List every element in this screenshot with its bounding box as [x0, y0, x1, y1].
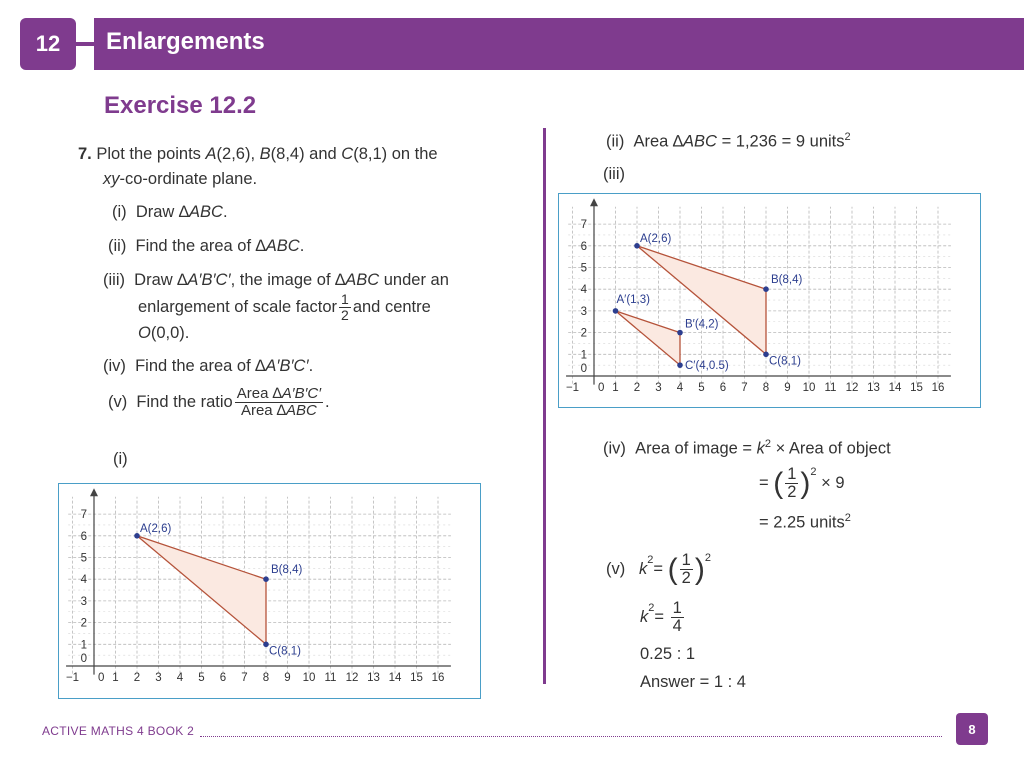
question-part-iii-line3 — [138, 324, 189, 343]
graph-i-x-tick-label: 9 — [284, 672, 291, 684]
graph-iii-x-tick-label: 16 — [931, 382, 945, 394]
a-part-iv-eq: = — [759, 474, 769, 493]
footer-dotted-line — [200, 736, 942, 737]
graph-i-x-tick-label: 12 — [345, 672, 359, 684]
graph-iii-y-tick-label: 5 — [580, 262, 587, 275]
question-part-iii-line2 — [138, 292, 431, 322]
graph-iii-x-tick-label: 0 — [598, 382, 605, 394]
answer-part-iv-line3 — [759, 512, 851, 533]
graph-iii-x-tick-label: 8 — [762, 382, 770, 394]
page-number-badge — [956, 713, 988, 745]
graph-iii — [559, 194, 980, 407]
graph-iii-x-tick-label: 9 — [784, 382, 791, 394]
graph-iii-point-1 — [763, 286, 769, 292]
q-point-a: A — [205, 145, 217, 163]
graph-iii-x-tick-label: 3 — [655, 382, 662, 394]
graph-iii-y-tick-label: 6 — [580, 240, 587, 253]
chapter-title: Enlargements — [106, 28, 265, 55]
graph-i-x-tick-label: 14 — [388, 672, 402, 684]
answer-part-iv-line1 — [603, 438, 891, 459]
graph-iii-x-tick-label: 14 — [888, 382, 902, 394]
q-part-ii-italic: ABC — [265, 237, 300, 255]
badge-connector — [76, 42, 94, 46]
a-iv-num: 1 — [787, 465, 797, 483]
graph-iii-x-tick-label: 2 — [633, 382, 641, 394]
q-point-a-coords: (2,6), — [216, 145, 260, 163]
graph-i-x-tick-label: 11 — [324, 672, 337, 684]
q-part-iv-text: Find the area of ∆ — [135, 357, 266, 375]
a-iv-result: = 2.25 units — [759, 513, 845, 532]
graph-i-x-tick-label: 3 — [155, 672, 162, 684]
graph-iii-y-tick-label: 0 — [580, 363, 587, 375]
graph-i-x-tick-label: 10 — [302, 672, 316, 684]
ratio-denominator — [239, 403, 319, 419]
graph-i-frame — [58, 483, 481, 699]
graph-iii-x-tick-label: 15 — [910, 382, 923, 394]
graph-i-x-tick-label: 15 — [410, 672, 423, 684]
q-point-b: B — [259, 145, 271, 163]
q-point-c: C — [341, 145, 354, 163]
q-part-iii-italic2: ABC — [345, 271, 380, 289]
a-part-ii-sup: 2 — [844, 131, 851, 143]
graph-i-x-tick-label: 13 — [367, 672, 380, 684]
graph-iii-x-tick-label: 5 — [698, 382, 705, 394]
q-part-ii-label: (ii) — [108, 237, 127, 255]
a-iv-result-sup: 2 — [844, 512, 851, 524]
q-part-iii-italic1: A′B′C′ — [187, 271, 231, 289]
graph-iii-point-2 — [763, 352, 769, 358]
left-paren-v: ( — [667, 552, 678, 586]
a-iv-times: × 9 — [821, 474, 845, 493]
graph-i-x-tick-label: 0 — [98, 672, 105, 684]
q-part-i-italic: ABC — [189, 203, 223, 221]
q-plane-text: -co-ordinate plane. — [119, 170, 258, 188]
graph-iii-triangle-image — [616, 311, 681, 365]
graph-iii-x-tick-label: 6 — [719, 382, 727, 394]
a-v-num1: 1 — [681, 551, 691, 569]
a-iv-den: 2 — [787, 483, 797, 502]
graph-iii-point-3 — [613, 308, 619, 314]
page-number: 8 — [968, 721, 976, 737]
graph-i-point-label-0: A(2,6) — [140, 522, 172, 535]
q-part-iii-text2: , the image of ∆ — [230, 271, 346, 289]
q-part-iii-line2-pre: enlargement of scale factor — [138, 297, 338, 316]
q-part-iii-line2-post: and centre — [352, 297, 431, 316]
a-v-fraction2 — [671, 600, 684, 636]
a-v-eq2: = — [654, 608, 665, 627]
a-part-v-label: (v) — [606, 560, 626, 579]
ratio-fraction — [235, 386, 323, 419]
a-part-iv-label: (iv) — [603, 439, 626, 458]
ratio-den-pre: Area ∆ — [240, 401, 286, 419]
question-part-iii-line1 — [103, 271, 449, 290]
graph-i-x-tick-label: 1 — [112, 672, 119, 684]
graph-iii-point-label-3: A′(1,3) — [616, 293, 650, 306]
a-v-k2: k — [640, 608, 649, 627]
footer-book-title: ACTIVE MATHS 4 BOOK 2 — [42, 724, 195, 738]
q-part-v-label: (v) — [108, 392, 128, 411]
a-v-k1-sup: 2 — [647, 554, 654, 566]
a-part-iv-post: × Area of object — [770, 439, 891, 458]
right-paren-v: ) — [694, 552, 705, 586]
q-point-b-coords: (8,4) and — [270, 145, 342, 163]
q-part-iii-label: (iii) — [103, 271, 125, 289]
chapter-number-badge — [20, 18, 76, 70]
graph-iii-point-label-0: A(2,6) — [640, 232, 672, 245]
question-intro-line1 — [78, 145, 438, 164]
a-v-k1: k — [639, 560, 648, 579]
graph-i-x-tick-label: −1 — [65, 672, 80, 684]
graph-i-point-1 — [263, 576, 269, 582]
graph-iii-point-label-4: B′(4,2) — [685, 318, 719, 331]
graph-iii-y-tick-label: 3 — [580, 305, 587, 318]
graph-iii-x-tick-label: 4 — [676, 382, 684, 394]
graph-iii-point-label-2: C(8,1) — [769, 355, 801, 368]
answer-part-iv-line2 — [759, 466, 845, 502]
graph-iii-x-tick-label: 13 — [867, 382, 880, 394]
a-part-ii-pre: Area ∆ — [633, 132, 684, 151]
graph-iii-y-tick-label: 2 — [580, 327, 587, 340]
column-divider — [543, 128, 546, 684]
a-part-ii-italic: ABC — [683, 132, 717, 151]
graph-i-point-2 — [263, 642, 269, 648]
a-v-den1: 2 — [681, 569, 691, 588]
q-part-i-label: (i) — [112, 203, 127, 221]
answer-part-v-line3: 0.25 : 1 — [640, 645, 696, 663]
answer-part-v-line1 — [606, 552, 711, 588]
graph-i-point-0 — [134, 533, 140, 539]
graph-i — [59, 484, 480, 698]
q-part-v-text: Find the ratio — [136, 392, 233, 411]
q-part-iii-text1: Draw ∆ — [134, 271, 188, 289]
answer-part-i-label: (i) — [113, 450, 128, 468]
a-iv-outer-sup: 2 — [810, 466, 817, 478]
graph-i-point-label-2: C(8,1) — [269, 645, 301, 658]
graph-iii-x-tick-label: 7 — [741, 382, 748, 394]
a-v-outer-sup: 2 — [704, 552, 711, 564]
a-part-iv-ksup: 2 — [764, 438, 771, 450]
q-point-c-coords: (8,1) on the — [353, 145, 438, 163]
q-origin-rest: (0,0). — [150, 324, 190, 342]
graph-iii-y-tick-label: 7 — [580, 219, 587, 232]
q-part-iii-text3: under an — [379, 271, 449, 289]
graph-iii-point-4 — [677, 330, 683, 336]
graph-i-y-tick-label: 4 — [80, 574, 87, 587]
answer-part-iii-label: (iii) — [603, 165, 625, 183]
graph-iii-y-tick-label: 1 — [580, 349, 587, 362]
graph-i-y-tick-label: 2 — [80, 617, 87, 630]
q-part-ii-text: Find the area of ∆ — [135, 237, 266, 255]
graph-i-y-tick-label: 6 — [80, 530, 87, 543]
graph-iii-x-tick-label: 11 — [824, 382, 837, 394]
q-part-i-text: Draw ∆ — [135, 203, 190, 221]
q-part-iv-label: (iv) — [103, 357, 126, 375]
a-part-ii-label: (ii) — [606, 132, 625, 151]
graph-i-y-tick-label: 5 — [80, 552, 87, 565]
q-part-iv-italic: A′B′C′ — [265, 357, 309, 375]
graph-iii-point-label-1: B(8,4) — [771, 274, 803, 287]
graph-i-y-tick-label: 7 — [80, 509, 87, 522]
a-part-iv-pre: Area of image = — [635, 439, 757, 458]
a-v-den2: 4 — [672, 617, 682, 636]
ratio-numerator — [235, 386, 323, 403]
ratio-den-italic: ABC — [285, 401, 317, 419]
scale-factor-fraction — [339, 292, 351, 322]
graph-iii-x-tick-label: −1 — [565, 382, 580, 394]
graph-i-x-tick-label: 2 — [133, 672, 141, 684]
answer-part-v-line2 — [640, 600, 686, 636]
a-part-ii-post: = 1,236 = 9 units — [716, 132, 845, 151]
graph-iii-x-tick-label: 12 — [845, 382, 859, 394]
question-number: 7. — [78, 145, 92, 163]
question-part-ii — [108, 237, 304, 256]
chapter-number: 12 — [35, 31, 61, 56]
graph-i-y-tick-label: 1 — [80, 639, 87, 652]
q-xy-var: xy — [103, 170, 120, 188]
graph-i-x-tick-label: 5 — [198, 672, 205, 684]
graph-iii-frame — [558, 193, 981, 408]
question-intro-line2 — [103, 170, 257, 189]
a-v-fraction1 — [680, 552, 693, 588]
graph-i-x-tick-label: 7 — [241, 672, 248, 684]
a-v-k2-sup: 2 — [648, 602, 655, 614]
a-v-num2: 1 — [672, 599, 682, 617]
graph-iii-point-5 — [677, 362, 683, 368]
frac-den: 2 — [341, 306, 349, 323]
answer-part-v-line4: Answer = 1 : 4 — [640, 673, 746, 691]
question-part-iv — [103, 357, 313, 376]
graph-i-y-arrow — [90, 488, 98, 496]
a-part-iv-fraction — [785, 466, 798, 502]
q-part-v-end: . — [325, 392, 330, 411]
graph-i-y-tick-label: 0 — [80, 653, 87, 665]
ratio-num-italic: A′B′C′ — [281, 385, 322, 402]
question-part-i — [112, 203, 228, 222]
a-v-eq1: = — [653, 560, 664, 579]
a-part-iv-k: k — [756, 439, 765, 458]
ratio-num-pre: Area ∆ — [236, 385, 282, 402]
graph-iii-y-tick-label: 4 — [580, 284, 587, 297]
graph-i-y-tick-label: 3 — [80, 595, 87, 608]
q-part-ii-end: . — [299, 237, 305, 255]
graph-i-x-tick-label: 8 — [262, 672, 270, 684]
graph-i-x-tick-label: 4 — [176, 672, 184, 684]
graph-iii-y-arrow — [590, 198, 598, 206]
left-paren: ( — [773, 466, 784, 500]
answer-part-ii — [606, 131, 851, 152]
graph-i-point-label-1: B(8,4) — [271, 564, 303, 577]
right-paren: ) — [800, 466, 811, 500]
graph-i-x-tick-label: 6 — [219, 672, 227, 684]
frac-num: 1 — [341, 291, 349, 307]
q-part-i-end: . — [222, 203, 228, 221]
graph-iii-point-label-5: C′(4,0.5) — [685, 360, 729, 373]
graph-i-x-tick-label: 16 — [431, 672, 445, 684]
graph-iii-x-tick-label: 1 — [612, 382, 619, 394]
question-part-v — [108, 386, 330, 419]
graph-iii-x-tick-label: 10 — [802, 382, 816, 394]
q-part-iv-end: . — [308, 357, 314, 375]
q-intro-text: Plot the points — [96, 145, 206, 163]
q-origin-var: O — [138, 324, 151, 342]
graph-iii-point-0 — [634, 243, 640, 249]
exercise-title: Exercise 12.2 — [104, 92, 257, 119]
